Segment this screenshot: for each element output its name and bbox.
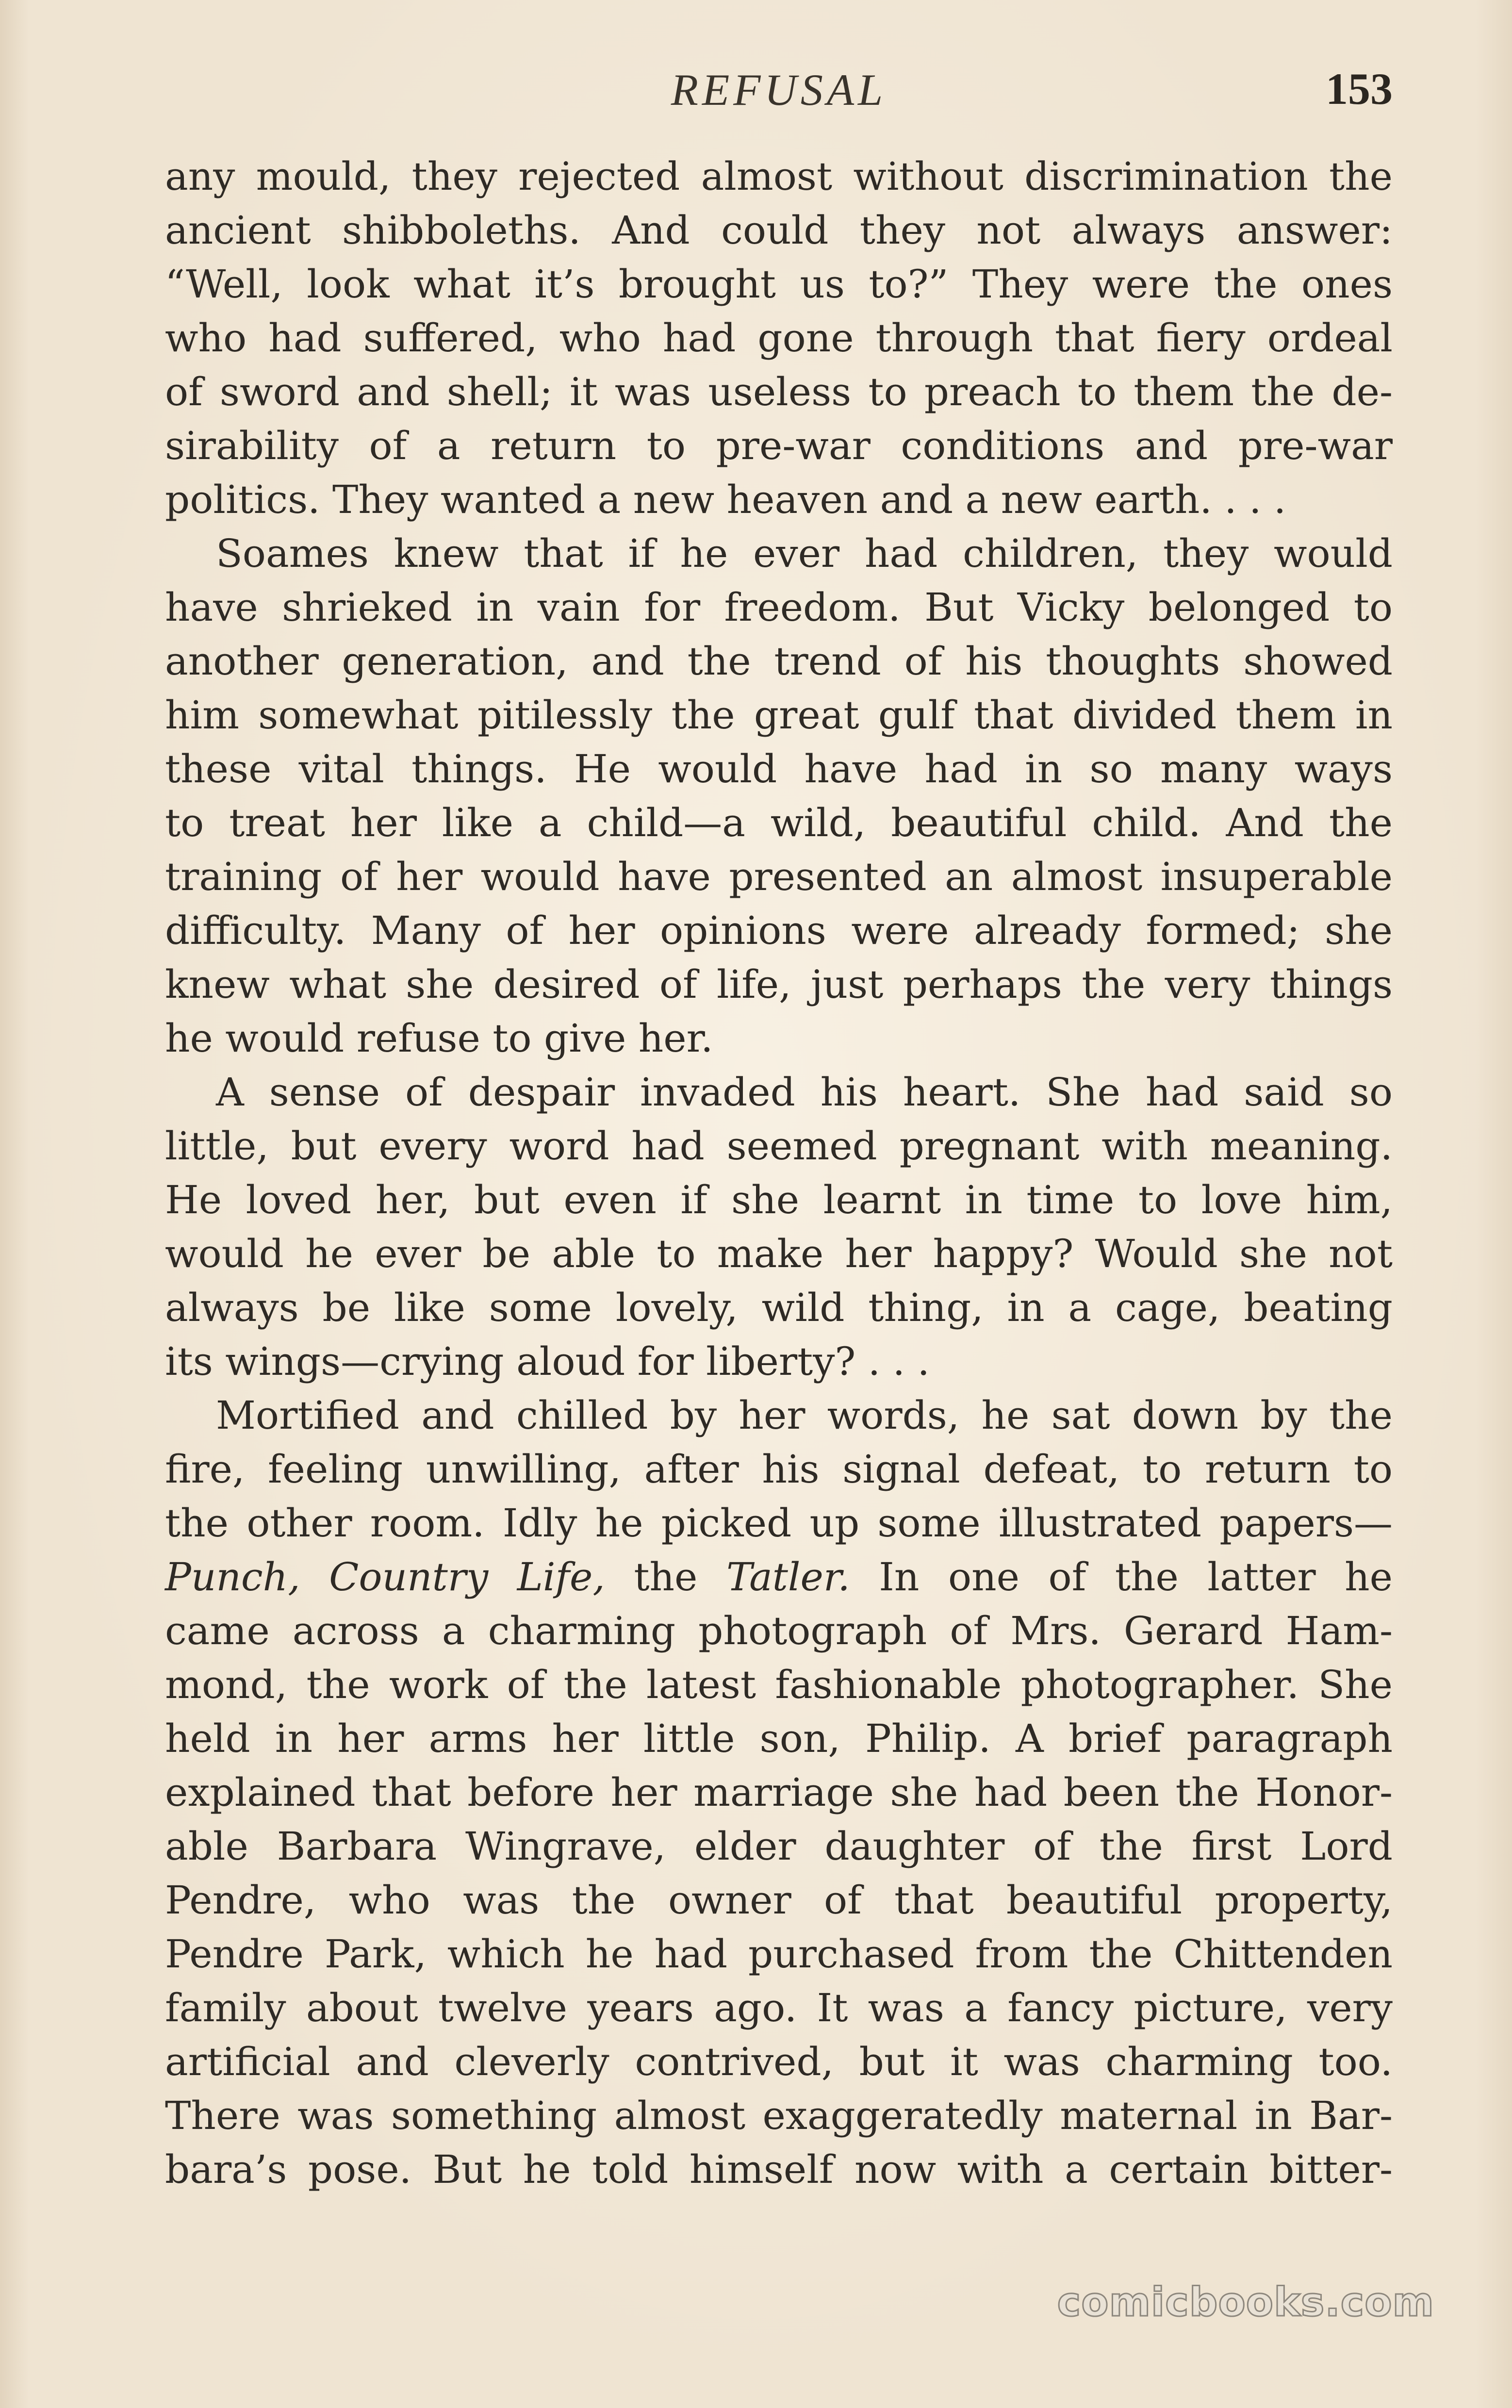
text-line: able Barbara Wingrave, elder daughter of the first Lord <box>165 1824 1393 1869</box>
text-line: training of her would have presented an almost insuperable <box>165 854 1393 899</box>
text-line: politics. They wanted a new heaven and a new earth. . . . <box>165 477 1286 522</box>
text-line: him somewhat pitilessly the great gulf that divided them in <box>165 693 1393 738</box>
text-line: Pendre Park, which he had purchased from the Chittenden <box>165 1931 1393 1977</box>
text-line: he would refuse to give her. <box>165 1016 713 1061</box>
paragraph-first-line: Soames knew that if he ever had children, they would <box>216 531 1393 576</box>
page-number: 153 <box>1326 64 1393 114</box>
text-line: fire, feeling unwilling, after his signal defeat, to return to <box>165 1447 1393 1492</box>
paragraph-first-line: Mortified and chilled by her words, he sat down by the <box>216 1393 1393 1438</box>
italic-title: Tatler. <box>726 1554 850 1600</box>
text-line: bara’s pose. But he told himself now with a certain bitter- <box>165 2147 1393 2192</box>
text-line: of sword and shell; it was useless to preach to them the de- <box>165 369 1393 414</box>
paragraph-first-line: A sense of despair invaded his heart. She had said so <box>216 1070 1393 1115</box>
text-line: artificial and cleverly contrived, but it was charming too. <box>165 2039 1393 2084</box>
text-line: who had suffered, who had gone through that fiery ordeal <box>165 315 1393 361</box>
text-line: these vital things. He would have had in so many ways <box>165 746 1393 792</box>
text-line: “Well, look what it’s brought us to?” They were the ones <box>165 262 1393 307</box>
running-title: REFUSAL <box>671 65 887 115</box>
text-line: ancient shibboleths. And could they not always answer: <box>165 208 1393 253</box>
text-line: He loved her, but even if she learnt in time to love him, <box>165 1177 1393 1222</box>
text-line: sirability of a return to pre-war conditions and pre-war <box>165 423 1393 468</box>
text-line: explained that before her marriage she had been the Honor- <box>165 1770 1393 1815</box>
italic-title: Punch, Country Life, <box>165 1554 605 1600</box>
watermark: comicbooks.com <box>1057 2279 1434 2326</box>
text-line: any mould, they rejected almost without discrimination the <box>165 154 1393 199</box>
text-line: Pendre, who was the owner of that beautiful property, <box>165 1878 1393 1923</box>
text-line: its wings—crying aloud for liberty? . . . <box>165 1339 930 1384</box>
text-line: mond, the work of the latest fashionable photographer. She <box>165 1662 1393 1707</box>
text-line: always be like some lovely, wild thing, in a cage, beating <box>165 1285 1393 1330</box>
body-text <box>165 149 1393 2196</box>
text-line: held in her arms her little son, Philip. A brief paragraph <box>165 1716 1393 1761</box>
text-line: to treat her like a child—a wild, beautiful child. And the <box>165 800 1393 845</box>
text-line: the other room. Idly he picked up some illustrated papers— <box>165 1501 1393 1546</box>
text-line: There was something almost exaggeratedly maternal in Bar- <box>165 2093 1393 2138</box>
text-line: knew what she desired of life, just perhaps the very things <box>165 962 1393 1007</box>
text-line: have shrieked in vain for freedom. But Vicky belonged to <box>165 585 1393 630</box>
text-line: came across a charming photograph of Mrs. Gerard Ham- <box>165 1608 1393 1653</box>
text-line: difficulty. Many of her opinions were already formed; she <box>165 908 1393 953</box>
text-line: Punch, Country Life, the Tatler. In one of the latter he <box>165 1554 1393 1600</box>
text-line: family about twelve years ago. It was a fancy picture, very <box>165 1985 1393 2030</box>
text-line: little, but every word had seemed pregnant with meaning. <box>165 1123 1393 1169</box>
text-line: would he ever be able to make her happy? Would she not <box>165 1231 1393 1276</box>
running-head <box>165 58 1393 121</box>
text-line: another generation, and the trend of his thoughts showed <box>165 639 1393 684</box>
